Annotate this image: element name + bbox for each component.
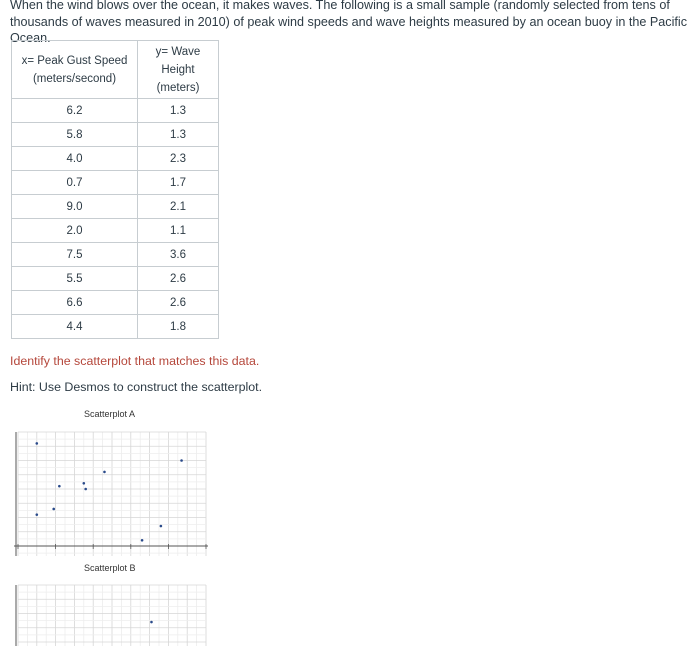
table-row	[12, 99, 219, 123]
question-hint: Hint: Use Desmos to construct the scatterplot.	[10, 380, 263, 394]
x-value-cell: 0.7	[12, 171, 138, 195]
data-table	[11, 40, 219, 339]
scatterplot-a[interactable]	[12, 428, 212, 556]
table-body	[12, 99, 219, 339]
grid	[18, 432, 206, 556]
y-value-cell: 2.6	[138, 291, 219, 315]
x-value-cell: 5.8	[12, 123, 138, 147]
y-header-line-3: (meters)	[156, 81, 200, 94]
y-value-cell: 1.7	[138, 171, 219, 195]
table-row	[12, 123, 219, 147]
data-point	[141, 539, 144, 542]
y-value-cell: 1.1	[138, 219, 219, 243]
x-value-cell: 9.0	[12, 195, 138, 219]
y-value-cell: 2.3	[138, 147, 219, 171]
x-column-header	[12, 41, 138, 99]
y-value-cell: 3.6	[138, 243, 219, 267]
y-value-cell: 1.3	[138, 123, 219, 147]
table-row	[12, 219, 219, 243]
x-header-line-1: x= Peak Gust Speed	[21, 54, 128, 67]
grid	[18, 585, 206, 646]
scatterplot-b-title: Scatterplot B	[84, 563, 136, 573]
scatterplot-a-title: Scatterplot A	[84, 409, 136, 419]
points	[36, 442, 183, 541]
table-row	[12, 267, 219, 291]
data-point	[52, 508, 55, 511]
x-value-cell: 2.0	[12, 219, 138, 243]
table-row	[12, 315, 219, 339]
table-row	[12, 171, 219, 195]
scatterplot-b[interactable]	[12, 581, 212, 646]
x-value-cell: 5.5	[12, 267, 138, 291]
x-value-cell: 6.2	[12, 99, 138, 123]
y-header-line-1: y= Wave	[155, 45, 201, 58]
data-point	[83, 482, 86, 485]
question-prompt: Identify the scatterplot that matches this data.	[10, 354, 260, 368]
table-row	[12, 147, 219, 171]
y-value-cell: 1.3	[138, 99, 219, 123]
data-point	[36, 513, 39, 516]
y-value-cell: 2.1	[138, 195, 219, 219]
x-header-line-2: (meters/second)	[32, 72, 117, 85]
y-value-cell: 1.8	[138, 315, 219, 339]
table-row	[12, 195, 219, 219]
data-point	[150, 621, 153, 624]
data-point	[84, 488, 87, 491]
x-value-cell: 4.4	[12, 315, 138, 339]
data-point	[36, 442, 39, 445]
x-value-cell: 6.6	[12, 291, 138, 315]
question-intro: When the wind blows over the ocean, it makes waves. The following is a small sample (randomly selected from tens of thousands of waves measured in 2010) of peak wind speeds and wave heights measured by an ocean buoy in the Pacific Ocean.	[10, 0, 687, 45]
x-value-cell: 7.5	[12, 243, 138, 267]
table-row	[12, 243, 219, 267]
data-point	[160, 525, 163, 528]
data-point	[180, 459, 183, 462]
table-row	[12, 291, 219, 315]
y-value-cell: 2.6	[138, 267, 219, 291]
data-point	[103, 471, 106, 474]
data-point	[58, 485, 61, 488]
y-column-header	[138, 41, 219, 99]
table-header-row	[12, 41, 219, 99]
x-value-cell: 4.0	[12, 147, 138, 171]
y-header-line-2: Height	[161, 63, 195, 76]
